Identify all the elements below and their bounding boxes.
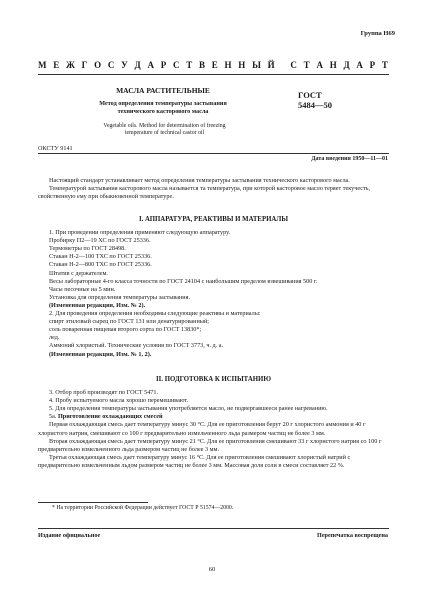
banner-letter: О <box>94 60 102 70</box>
section-1 <box>38 216 389 359</box>
header-rule-bottom <box>38 153 389 154</box>
footer-rule <box>38 528 389 529</box>
intro-paragraph: Настоящий стандарт устанавливает метод определения температуры застывания технического касторового масла. <box>49 177 350 184</box>
method-title-en: Vegetable oils. Method for determination of freezing temperature of technical castor oil <box>103 123 226 136</box>
equipment-item: Стакан Н-2—800 ТХС по ГОСТ 25336. <box>49 261 152 269</box>
banner-letter <box>281 60 283 70</box>
equipment-item: Установка для определения температуры застывания. <box>49 293 190 301</box>
banner-letter: Е <box>53 60 60 70</box>
banner-letter: Т <box>381 60 388 70</box>
banner-letter: Н <box>329 60 337 70</box>
group-label: Группа Н69 <box>360 30 395 37</box>
equipment-item: Штатив с держателем. <box>49 269 108 277</box>
banner-letter: В <box>199 60 206 70</box>
page-number: 60 <box>208 566 216 573</box>
interstate-standard-banner <box>38 60 388 70</box>
okstu-code: ОКСТУ 9141 <box>38 145 73 152</box>
intro-paragraph: Температурой застывания касторового масла называется та температура, при которой касторовое масло теряет текучесть, свойственную ему при обыкновенной температуре. <box>38 185 371 201</box>
banner-letter: Р <box>369 60 376 70</box>
banner-letter: А <box>356 60 363 70</box>
clause-5a: 5а. Приготовление охлаждающих смесей <box>49 413 163 421</box>
reagent-item: соль поваренная пищевая второго сорта по ГОСТ 13830*; <box>49 326 202 334</box>
footnote-rule <box>38 502 148 503</box>
banner-letter: С <box>290 60 297 70</box>
equipment-item: Стакан Н-2—100 ТХС по ГОСТ 25336. <box>49 253 152 261</box>
gost-code: ГОСТ 5484—50 <box>298 90 332 110</box>
banner-letter: Д <box>343 60 350 70</box>
cooling-mix-1: Первая охлаждающая смесь дает температуру минус 30 °С. Для ее приготовления берут 20 г хлористого аммония и 40 г хлористого натрия, смешивают со 100 г предварительно измельченного льда размером частиц не более 3 мм. <box>38 421 366 437</box>
method-title-ru: Метод определения температуры застывания технического касторового масла <box>99 100 227 115</box>
intro-text <box>38 177 389 201</box>
section-heading: I. АППАРАТУРА, РЕАКТИВЫ И МАТЕРИАЛЫ <box>138 216 289 223</box>
clause-3: 3. Отбор проб производят по ГОСТ 5471. <box>49 389 159 397</box>
banner-letter: С <box>107 60 115 70</box>
reagent-item: лед. <box>49 334 60 342</box>
banner-letter: А <box>316 60 323 70</box>
banner-letter: Г <box>81 60 88 70</box>
banner-letter: Т <box>186 60 193 70</box>
banner-letter: С <box>172 60 180 70</box>
product-title: МАСЛА РАСТИТЕЛЬНЫЕ <box>116 86 210 95</box>
scales-item: Весы лабораторные 4-го класса точности по ГОСТ 24104 с наибольшим пределом взвешивания 500 г. <box>49 277 318 285</box>
banner-letter: Ж <box>66 60 75 70</box>
reprint-prohibited-label: Перепечатка воспрещена <box>317 532 388 539</box>
banner-letter: М <box>38 60 47 70</box>
banner-letter: Д <box>134 60 141 70</box>
banner-letter: Н <box>238 60 246 70</box>
cooling-mix-2: Вторая охлаждающая смесь дает температуру минус 21 °С. Для ее приготовления смешивают 33 г хлористого натрия со 100 г предварительно измельченного льда размером частиц не более 3 мм. <box>38 437 382 453</box>
date-of-introduction: Дата введения 1950—11—01 <box>311 156 388 162</box>
header-rule-top <box>38 74 389 75</box>
equipment-item: Часы песочные на 5 мин. <box>49 285 116 293</box>
cooling-mix-3: Третья охлаждающая смесь дает температуру минус 16 °С. Для ее приготовления смешивают хлористый натрий с предварительно измельченным льдом размером частиц не более 3 мм. Массовая доля соли в смеси составляет 22 %. <box>38 453 351 469</box>
section-2 <box>38 376 389 470</box>
footnote: * На территории Российской Федерации действует ГОСТ Р 51574—2000. <box>52 505 234 511</box>
official-edition-label: Издание официальное <box>38 532 101 539</box>
amendment-note: (Измененная редакция, Изм. № 2). <box>49 301 146 309</box>
equipment-item: Термометры по ГОСТ 28498. <box>49 245 126 253</box>
banner-letter: У <box>121 60 128 70</box>
clause-1: 1. При проведении определения применяют следующую аппаратуру. <box>49 229 231 237</box>
equipment-item: Пробирку П2—19 ХС по ГОСТ 25336. <box>49 237 151 245</box>
reagent-item: спирт этиловый сырец по ГОСТ 131 или денатурированный; <box>49 318 209 326</box>
reagent-item: Аммоний хлористый. Технические условия по ГОСТ 3773, ч. д. а. <box>49 342 224 350</box>
banner-letter: Е <box>211 60 218 70</box>
banner-letter: А <box>147 60 154 70</box>
clause-5: 5. Для определения температуры застывания употребляется масло, не подвергавшееся ранее нагреванию. <box>49 405 328 413</box>
banner-letter: Н <box>224 60 232 70</box>
banner-letter: Й <box>267 60 275 70</box>
clause-2: 2. Для проведения определения необходимы следующие реактивы и материалы: <box>49 310 261 318</box>
clause-4: 4. Пробу испытуемого масла хорошо перемешивают. <box>49 397 189 405</box>
section-heading: II. ПОДГОТОВКА К ИСПЫТАНИЮ <box>156 376 271 383</box>
amendment-note: (Измененная редакция, Изм. № 1, 2). <box>49 350 152 358</box>
banner-letter: Ы <box>252 60 261 70</box>
banner-letter: Т <box>303 60 310 70</box>
banner-letter: Р <box>160 60 167 70</box>
